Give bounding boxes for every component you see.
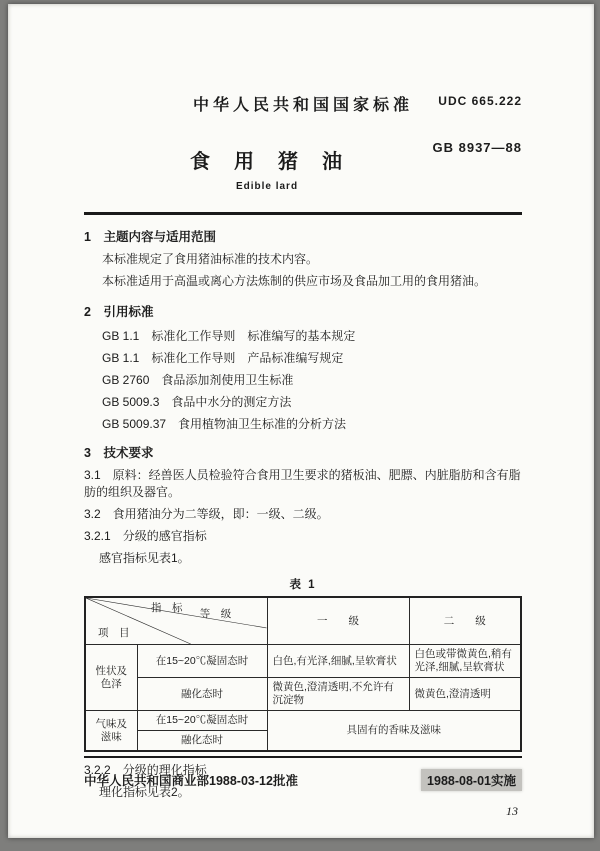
corner-label-grade: 等 级 [199,608,232,620]
udc-code: UDC 665.222 [438,94,522,108]
clause-3-2-2-note: 理化指标见表2。 [99,785,190,799]
row-group-odor-taste: 气味及滋味 [85,711,137,752]
condition-cell: 在15~20℃凝固态时 [137,711,267,731]
document-header [84,92,522,192]
table-row [85,711,521,731]
section-1-paragraph: 本标准规定了食用猪油标准的技术内容。 [102,252,319,266]
condition-cell: 融化态时 [137,678,267,711]
sensory-indicator-table [84,596,522,752]
clause-3-2-2: 3.2.2 分级的理化指标 [84,763,207,777]
column-header-grade-1: 一 级 [267,597,409,645]
section-1-paragraph: 本标准适用于高温或离心方法炼制的供应市场及食品加工用的食用猪油。 [102,274,487,288]
grade2-value-cell: 微黄色,澄清透明 [409,678,521,711]
document-page [8,4,594,838]
table-header-row [85,597,521,645]
header-rule [84,212,522,215]
document-subtitle-english: Edible lard [235,181,299,192]
row-group-appearance: 性状及色泽 [85,645,137,711]
reference-line: GB 5009.3 食品中水分的测定方法 [102,395,292,409]
section-2-heading: 2 引用标准 [84,305,154,319]
reference-line: GB 5009.37 食用植物油卫生标准的分析方法 [102,417,347,431]
table-row [85,678,521,711]
implementation-date: 1988-08-01实施 [421,769,522,791]
grade2-value-cell: 白色或带微黄色,稍有光泽,细腻,呈软膏状 [409,645,521,678]
reference-line: GB 1.1 标准化工作导则 标准编写的基本规定 [102,329,356,343]
table-1-caption: 表 1 [289,579,317,591]
column-header-grade-2: 二 级 [409,597,521,645]
document-title: 食 用 猪 油 [190,151,344,173]
clause-3-2: 3.2 食用猪油分为二等级，即：一级、二级。 [84,507,329,521]
reference-line: GB 1.1 标准化工作导则 产品标准编写规定 [102,351,344,365]
clause-3-1: 3.1 原料：经兽医人员检验符合食用卫生要求的猪板油、肥膘、内脏脂肪和含有脂肪的组织及器官。 [84,468,521,499]
table-corner-cell [85,597,267,645]
section-3-heading: 3 技术要求 [84,446,154,460]
section-1-heading: 1 主题内容与适用范围 [84,230,216,244]
corner-label-indicator: 指 标 [150,602,183,614]
corner-label-item: 项 目 [98,627,130,639]
approval-text: 中华人民共和国商业部1988-03-12批准 [84,774,298,788]
standard-number: GB 8937—88 [432,140,522,155]
clause-3-2-1: 3.2.1 分级的感官指标 [84,529,207,543]
reference-line: GB 2760 食品添加剂使用卫生标准 [102,373,294,387]
document-footer [84,756,522,791]
condition-cell: 在15~20℃凝固态时 [137,645,267,678]
grade1-value-cell: 白色,有光泽,细腻,呈软膏状 [267,645,409,678]
grade1-value-cell: 微黄色,澄清透明,不允许有沉淀物 [267,678,409,711]
table-row [85,645,521,678]
page-number: 13 [506,804,518,818]
merged-value-cell: 具固有的香味及滋味 [267,711,521,752]
standard-org-title: 中华人民共和国国家标准 [192,97,413,114]
condition-cell: 融化态时 [137,731,267,752]
clause-3-2-1-note: 感官指标见表1。 [99,551,190,565]
